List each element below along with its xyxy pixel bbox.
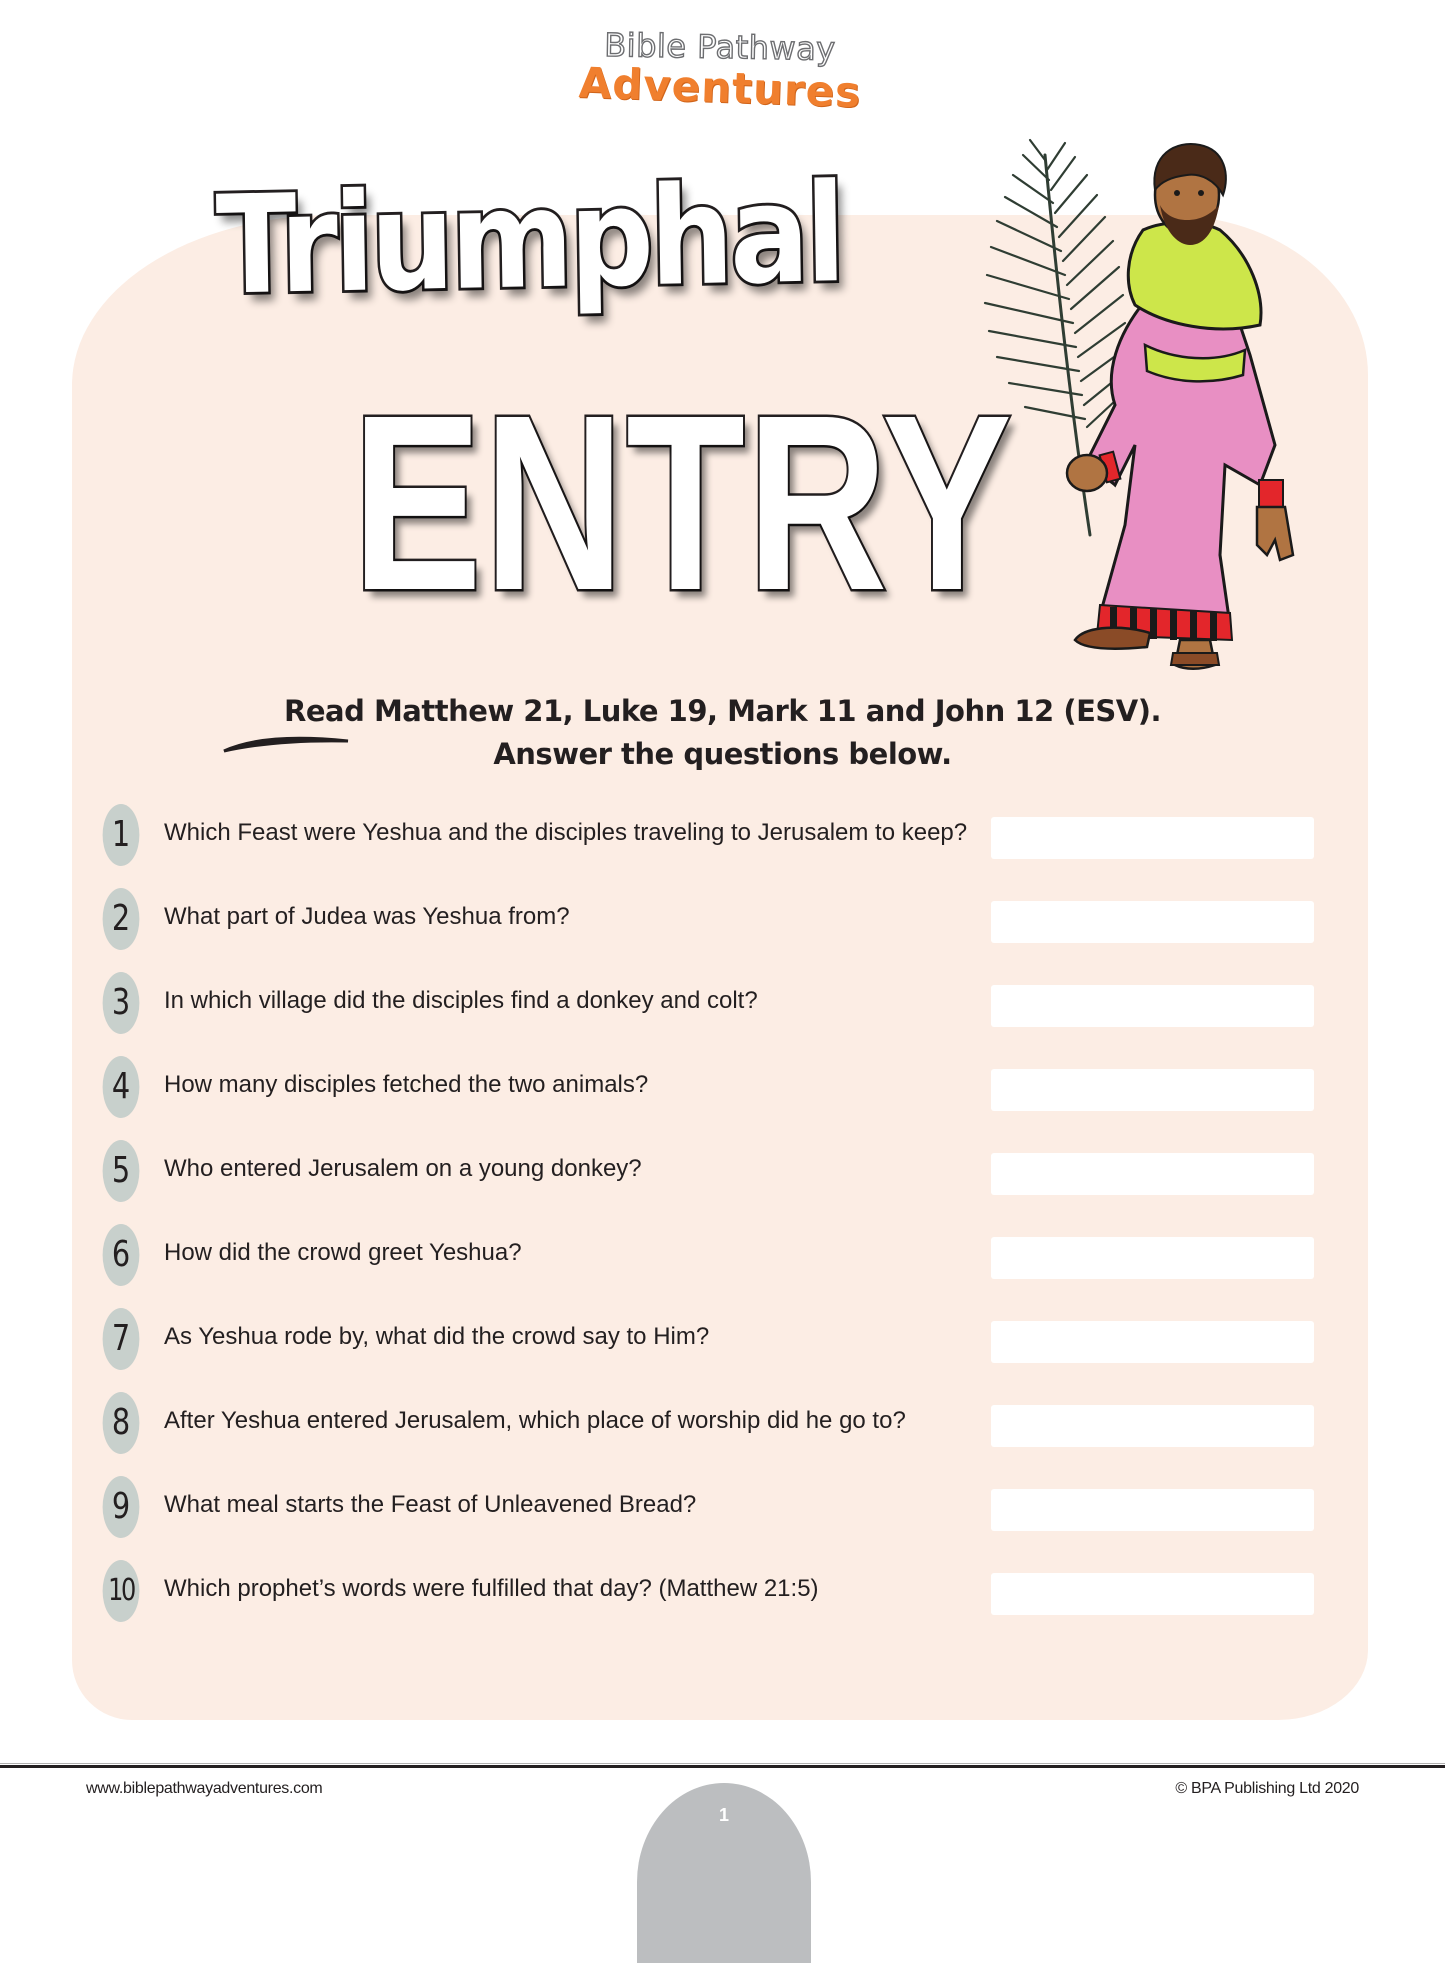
- underline-swoosh-icon: [220, 733, 350, 753]
- question-number-badge: 6: [103, 1224, 140, 1286]
- logo-line-2: Adventures: [577, 58, 863, 117]
- question-text: How did the crowd greet Yeshua?: [164, 1239, 522, 1266]
- answer-field-5[interactable]: [991, 1153, 1314, 1195]
- question-row-5: [98, 1136, 1318, 1220]
- footer-divider-shadow: [0, 1763, 1445, 1764]
- answer-field-2[interactable]: [991, 901, 1314, 943]
- question-row-4: [98, 1052, 1318, 1136]
- logo-line-1: Bible Pathway: [603, 25, 837, 69]
- footer-divider: [0, 1765, 1445, 1768]
- question-number-badge: 7: [103, 1308, 140, 1370]
- question-number-badge: 8: [103, 1392, 140, 1454]
- answer-field-3[interactable]: [991, 985, 1314, 1027]
- question-text: Which prophet’s words were fulfilled that day? (Matthew 21:5): [164, 1575, 819, 1602]
- question-number-badge: 3: [103, 972, 140, 1034]
- question-number-badge: 4: [103, 1056, 140, 1118]
- question-number-badge: 1: [103, 804, 140, 866]
- answer-field-8[interactable]: [991, 1405, 1314, 1447]
- answer-field-7[interactable]: [991, 1321, 1314, 1363]
- question-text: As Yeshua rode by, what did the crowd say to Him?: [164, 1323, 710, 1350]
- question-number-badge: 10: [103, 1560, 140, 1622]
- question-number-badge: 5: [103, 1140, 140, 1202]
- question-row-9: [98, 1472, 1318, 1556]
- brand-logo: [570, 25, 870, 117]
- question-text: In which village did the disciples find a donkey and colt?: [164, 987, 758, 1014]
- footer-copyright: © BPA Publishing Ltd 2020: [1175, 1780, 1359, 1797]
- question-row-10: [98, 1556, 1318, 1640]
- question-row-1: [98, 800, 1318, 884]
- question-text: What meal starts the Feast of Unleavened Bread?: [164, 1491, 697, 1518]
- man-with-palm-branch-illustration: [975, 135, 1305, 675]
- question-number-badge: 9: [103, 1476, 140, 1538]
- question-row-7: [98, 1304, 1318, 1388]
- instructions-line-2: Answer the questions below.: [493, 737, 952, 771]
- question-number-badge: 2: [103, 888, 140, 950]
- answer-field-10[interactable]: [991, 1573, 1314, 1615]
- question-text: After Yeshua entered Jerusalem, which place of worship did he go to?: [164, 1407, 906, 1434]
- question-text: Which Feast were Yeshua and the disciples traveling to Jerusalem to keep?: [164, 819, 968, 846]
- instructions-line-1: Read Matthew 21, Luke 19, Mark 11 and John 12 (ESV).: [284, 694, 1161, 728]
- answer-field-1[interactable]: [991, 817, 1314, 859]
- page-number: 1: [718, 1805, 729, 1825]
- question-text: What part of Judea was Yeshua from?: [164, 903, 570, 930]
- footer-website-link[interactable]: www.biblepathwayadventures.com: [86, 1780, 323, 1797]
- question-row-6: [98, 1220, 1318, 1304]
- question-text: Who entered Jerusalem on a young donkey?: [164, 1155, 642, 1182]
- answer-field-4[interactable]: [991, 1069, 1314, 1111]
- question-list: [98, 800, 1318, 1640]
- answer-field-9[interactable]: [991, 1489, 1314, 1531]
- question-row-3: [98, 968, 1318, 1052]
- question-text: How many disciples fetched the two animals?: [164, 1071, 649, 1098]
- answer-field-6[interactable]: [991, 1237, 1314, 1279]
- page-title-line-1: Triumphal: [215, 153, 844, 325]
- page-title-line-2: ENTRY: [352, 363, 1014, 642]
- question-row-8: [98, 1388, 1318, 1472]
- question-row-2: [98, 884, 1318, 968]
